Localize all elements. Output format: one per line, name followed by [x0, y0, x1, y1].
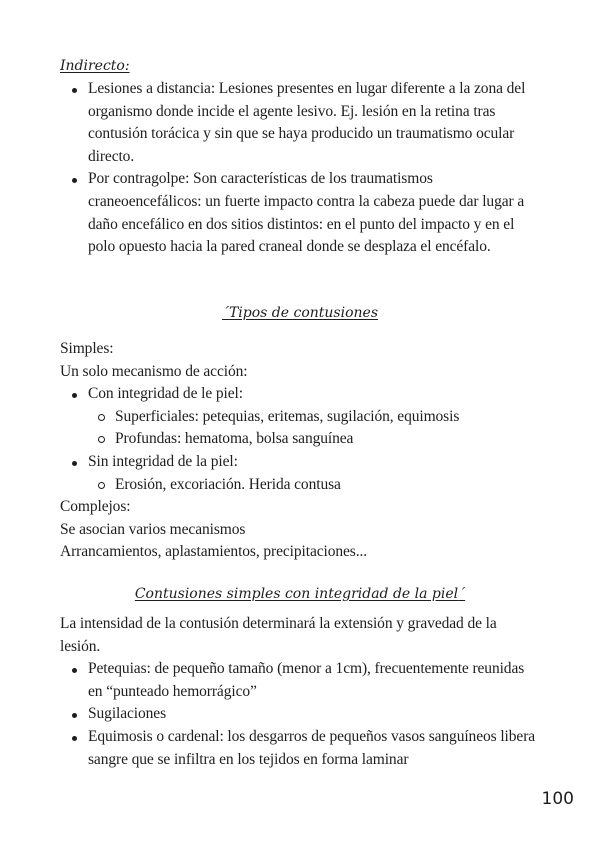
- simples-list: [60, 383, 540, 496]
- con-integridad-label: Con integridad de le piel:: [88, 385, 243, 403]
- complejos-label: Complejos:: [60, 498, 131, 516]
- list-item: [60, 383, 540, 451]
- contusiones-simples-block: [60, 613, 540, 771]
- list-item: Lesiones a distancia: Lesiones presentes en lugar diferente a la zona del organismo donde incide el agente lesivo. Ej. lesión en la retina tras contusión torácica y sin que se haya producido un traumatismo ocular directo.: [60, 78, 540, 168]
- list-item: Por contragolpe: Son características de los traumatismos craneoencefálicos: un fuerte impacto contra la cabeza puede dar lugar a daño encefálico en dos sitios distintos: en el punto del impacto y en el polo opuesto hacia la pared craneal donde se desplaza el encéfalo.: [60, 168, 540, 258]
- sublist-item: Erosión, excoriación. Herida contusa: [88, 474, 540, 497]
- sublist-item: Profundas: hematoma, bolsa sanguínea: [88, 428, 540, 451]
- intro-paragraph: La intensidad de la contusión determinará la extensión y gravedad de la lesión.: [60, 615, 497, 655]
- sin-integridad-sublist: [88, 474, 540, 497]
- heading-indirecto: Indirecto:: [60, 58, 130, 74]
- list-item: Sugilaciones: [60, 703, 540, 726]
- sin-integridad-label: Sin integridad de la piel:: [88, 452, 238, 470]
- list-item: Equimosis o cardenal: los desgarros de pequeños vasos sanguíneos libera sangre que se infiltra en los tejidos en forma laminar: [60, 726, 540, 771]
- con-integridad-sublist: [88, 406, 540, 451]
- list-item: [60, 451, 540, 496]
- simples-description: Un solo mecanismo de acción:: [60, 362, 248, 380]
- complejos-description: Se asocian varios mecanismos: [60, 520, 246, 538]
- page-number: 100: [541, 789, 574, 809]
- heading-contusiones-simples: Contusiones simples con integridad de la piel´: [134, 586, 466, 602]
- simples-label: Simples:: [60, 340, 114, 357]
- list-item: Petequias: de pequeño tamaño (menor a 1cm), frecuentemente reunidas en “punteado hemorrágico”: [60, 658, 540, 703]
- tipos-block: [60, 338, 540, 564]
- complejos-examples: Arrancamientos, aplastamientos, precipitaciones...: [60, 543, 368, 561]
- contusiones-simples-list: [60, 658, 540, 771]
- sublist-item: Superficiales: petequias, eritemas, sugilación, equimosis: [88, 406, 540, 429]
- indirecto-list: [60, 78, 540, 259]
- heading-tipos-contusiones: ´Tipos de contusiones: [221, 305, 379, 321]
